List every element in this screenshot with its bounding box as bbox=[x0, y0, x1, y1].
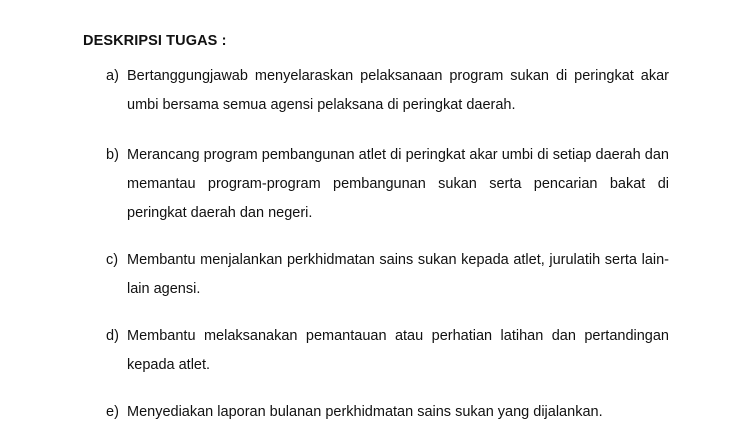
section-heading: DESKRIPSI TUGAS : bbox=[83, 33, 227, 49]
list-item-text: Merancang program pembangunan atlet di peringkat akar umbi di setiap daerah dan memantau program-program pembangunan sukan serta pencarian bakat di peringkat daerah dan negeri. bbox=[127, 147, 669, 221]
list-marker: e) bbox=[106, 404, 119, 420]
list-item bbox=[106, 141, 669, 228]
list-item-text: Membantu menjalankan perkhidmatan sains sukan kepada atlet, jurulatih serta lain-lain agensi. bbox=[127, 252, 669, 297]
list-item-text: Bertanggungjawab menyelaraskan pelaksanaan program sukan di peringkat akar umbi bersama semua agensi pelaksana di peringkat daerah. bbox=[127, 68, 669, 113]
list-item-text: Membantu melaksanakan pemantauan atau perhatian latihan dan pertandingan kepada atlet. bbox=[127, 328, 669, 373]
list-item bbox=[106, 62, 669, 120]
list-item bbox=[106, 398, 669, 427]
list-marker: a) bbox=[106, 68, 119, 84]
list-item bbox=[106, 246, 669, 304]
list-marker: c) bbox=[106, 252, 119, 268]
list-marker: d) bbox=[106, 328, 119, 344]
list-item bbox=[106, 322, 669, 380]
list-item-text: Menyediakan laporan bulanan perkhidmatan sains sukan yang dijalankan. bbox=[127, 404, 603, 420]
list-marker: b) bbox=[106, 147, 119, 163]
